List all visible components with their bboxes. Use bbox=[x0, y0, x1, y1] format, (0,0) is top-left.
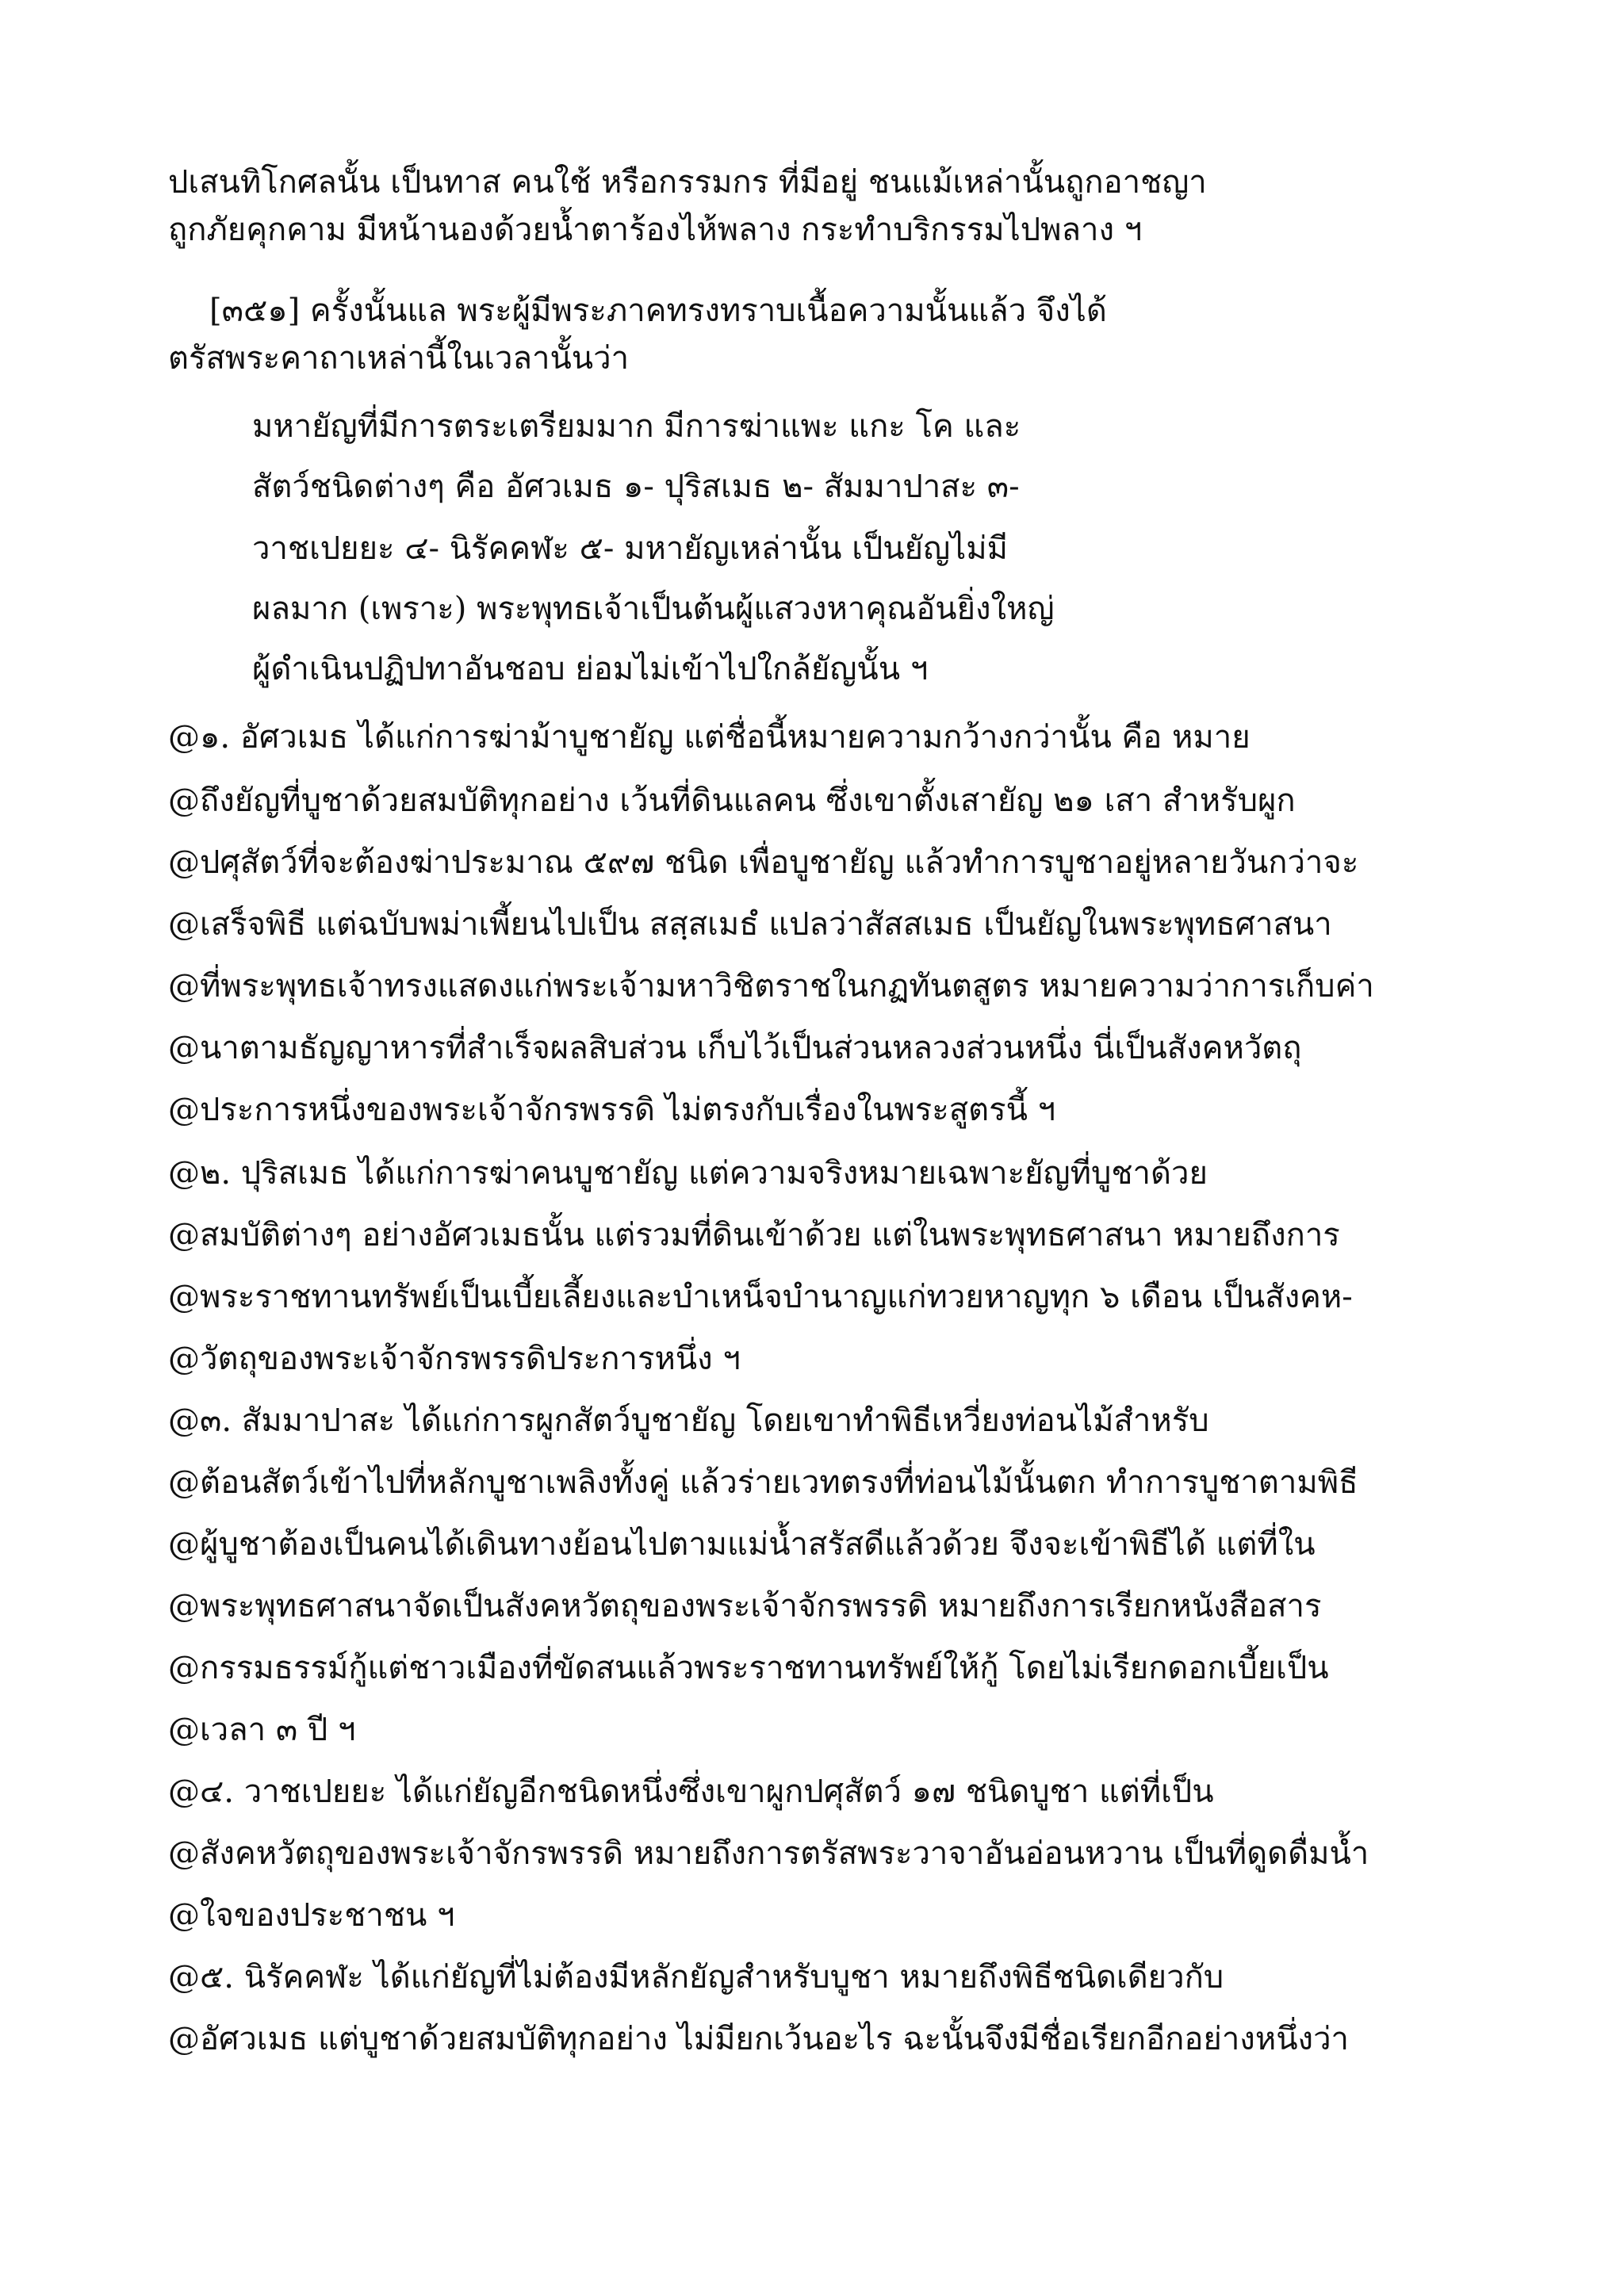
section-heading-line: [๓๕๑] ครั้งนั้นแล พระผู้มีพระภาคทรงทราบเนื้อความนั้นแล้ว จึงได้ bbox=[209, 293, 1107, 329]
footnote-line: @อัศวเมธ แต่บูชาด้วยสมบัติทุกอย่าง ไม่มียกเว้นอะไร ฉะนั้นจึงมีชื่อเรียกอีกอย่างหนึ่งว่า bbox=[168, 2021, 1349, 2057]
footnote-line: @๑. อัศวเมธ ได้แก่การฆ่าม้าบูชายัญ แต่ชื่อนี้หมายความกว้างกว่านั้น คือ หมาย bbox=[168, 719, 1251, 756]
intro-line: ถูกภัยคุกคาม มีหน้านองด้วยน้ำตาร้องไห้พลาง กระทำบริกรรมไปพลาง ฯ bbox=[168, 212, 1143, 248]
footnote-line: @ผู้บูชาต้องเป็นคนได้เดินทางย้อนไปตามแม่น้ำสรัสดีแล้วด้วย จึงจะเข้าพิธีได้ แต่ที่ใน bbox=[168, 1526, 1316, 1563]
footnote-line: @ต้อนสัตว์เข้าไปที่หลักบูชาเพลิงทั้งคู่ แล้วร่ายเวทตรงที่ท่อนไม้นั้นตก ทำการบูชาตามพิธี bbox=[168, 1464, 1358, 1501]
footnote-line: @นาตามธัญญาหารที่สำเร็จผลสิบส่วน เก็บไว้เป็นส่วนหลวงส่วนหนึ่ง นี่เป็นสังคหวัตถุ bbox=[168, 1030, 1302, 1066]
verse-line: ผู้ดำเนินปฏิปทาอันชอบ ย่อมไม่เข้าไปใกล้ยัญนั้น ฯ bbox=[252, 651, 929, 687]
footnote-line: @ปศุสัตว์ที่จะต้องฆ่าประมาณ ๕๙๗ ชนิด เพื่อบูชายัญ แล้วทำการบูชาอยู่หลายวันกว่าจะ bbox=[168, 844, 1359, 881]
footnote-line: @วัตถุของพระเจ้าจักรพรรดิประการหนึ่ง ฯ bbox=[168, 1341, 741, 1377]
footnote-line: @๕. นิรัคคฬะ ได้แก่ยัญที่ไม่ต้องมีหลักยัญสำหรับบูชา หมายถึงพิธีชนิดเดียวกับ bbox=[168, 1959, 1224, 1996]
footnote-line: @เวลา ๓ ปี ฯ bbox=[168, 1712, 356, 1748]
intro-line: ปเสนทิโกศลนั้น เป็นทาส คนใช้ หรือกรรมกร ที่มีอยู่ ชนแม้เหล่านั้นถูกอาชญา bbox=[168, 164, 1207, 201]
section-continuation-line: ตรัสพระคาถาเหล่านี้ในเวลานั้นว่า bbox=[168, 340, 630, 377]
footnote-line: @สังคหวัตถุของพระเจ้าจักรพรรดิ หมายถึงการตรัสพระวาจาอันอ่อนหวาน เป็นที่ดูดดื่มน้ำ bbox=[168, 1835, 1369, 1872]
verse-line: ผลมาก (เพราะ) พระพุทธเจ้าเป็นต้นผู้แสวงหาคุณอันยิ่งใหญ่ bbox=[252, 591, 1055, 627]
verse-line: วาชเปยยะ ๔- นิรัคคฬะ ๕- มหายัญเหล่านั้น เป็นยัญไม่มี bbox=[252, 530, 1009, 567]
footnote-line: @ใจของประชาชน ฯ bbox=[168, 1897, 455, 1934]
footnote-line: @๓. สัมมาปาสะ ได้แก่การผูกสัตว์บูชายัญ โดยเขาทำพิธีเหวี่ยงท่อนไม้สำหรับ bbox=[168, 1402, 1209, 1439]
footnote-line: @กรรมธรรม์กู้แต่ชาวเมืองที่ขัดสนแล้วพระราชทานทรัพย์ให้กู้ โดยไม่เรียกดอกเบี้ยเป็น bbox=[168, 1650, 1329, 1686]
footnote-line: @ที่พระพุทธเจ้าทรงแสดงแก่พระเจ้ามหาวิชิตราชในกฏทันตสูตร หมายความว่าการเก็บค่า bbox=[168, 968, 1374, 1004]
footnote-line: @พระราชทานทรัพย์เป็นเบี้ยเลี้ยงและบำเหน็จบำนาญแก่ทวยหาญทุก ๖ เดือน เป็นสังคห- bbox=[168, 1279, 1353, 1315]
footnote-line: @ถึงยัญที่บูชาด้วยสมบัติทุกอย่าง เว้นที่ดินแลคน ซึ่งเขาตั้งเสายัญ ๒๑ เสา สำหรับผูก bbox=[168, 783, 1296, 819]
footnote-line: @สมบัติต่างๆ อย่างอัศวเมธนั้น แต่รวมที่ดินเข้าด้วย แต่ในพระพุทธศาสนา หมายถึงการ bbox=[168, 1217, 1340, 1253]
footnote-line: @พระพุทธศาสนาจัดเป็นสังคหวัตถุของพระเจ้าจักรพรรดิ หมายถึงการเรียกหนังสือสาร bbox=[168, 1588, 1322, 1624]
footnote-line: @๒. ปุริสเมธ ได้แก่การฆ่าคนบูชายัญ แต่ความจริงหมายเฉพาะยัญที่บูชาด้วย bbox=[168, 1155, 1208, 1192]
verse-line: สัตว์ชนิดต่างๆ คือ อัศวเมธ ๑- ปุริสเมธ ๒- สัมมาปาสะ ๓- bbox=[252, 469, 1020, 505]
verse-line: มหายัญที่มีการตระเตรียมมาก มีการฆ่าแพะ แกะ โค และ bbox=[252, 408, 1021, 445]
footnote-line: @เสร็จพิธี แต่ฉบับพม่าเพี้ยนไปเป็น สสฺสเมธํ แปลว่าสัสสเมธ เป็นยัญในพระพุทธศาสนา bbox=[168, 906, 1332, 943]
footnote-line: @ประการหนึ่งของพระเจ้าจักรพรรดิ ไม่ตรงกับเรื่องในพระสูตรนี้ ฯ bbox=[168, 1092, 1056, 1128]
footnote-line: @๔. วาชเปยยะ ได้แก่ยัญอีกชนิดหนึ่งซึ่งเขาผูกปศุสัตว์ ๑๗ ชนิดบูชา แต่ที่เป็น bbox=[168, 1774, 1214, 1810]
